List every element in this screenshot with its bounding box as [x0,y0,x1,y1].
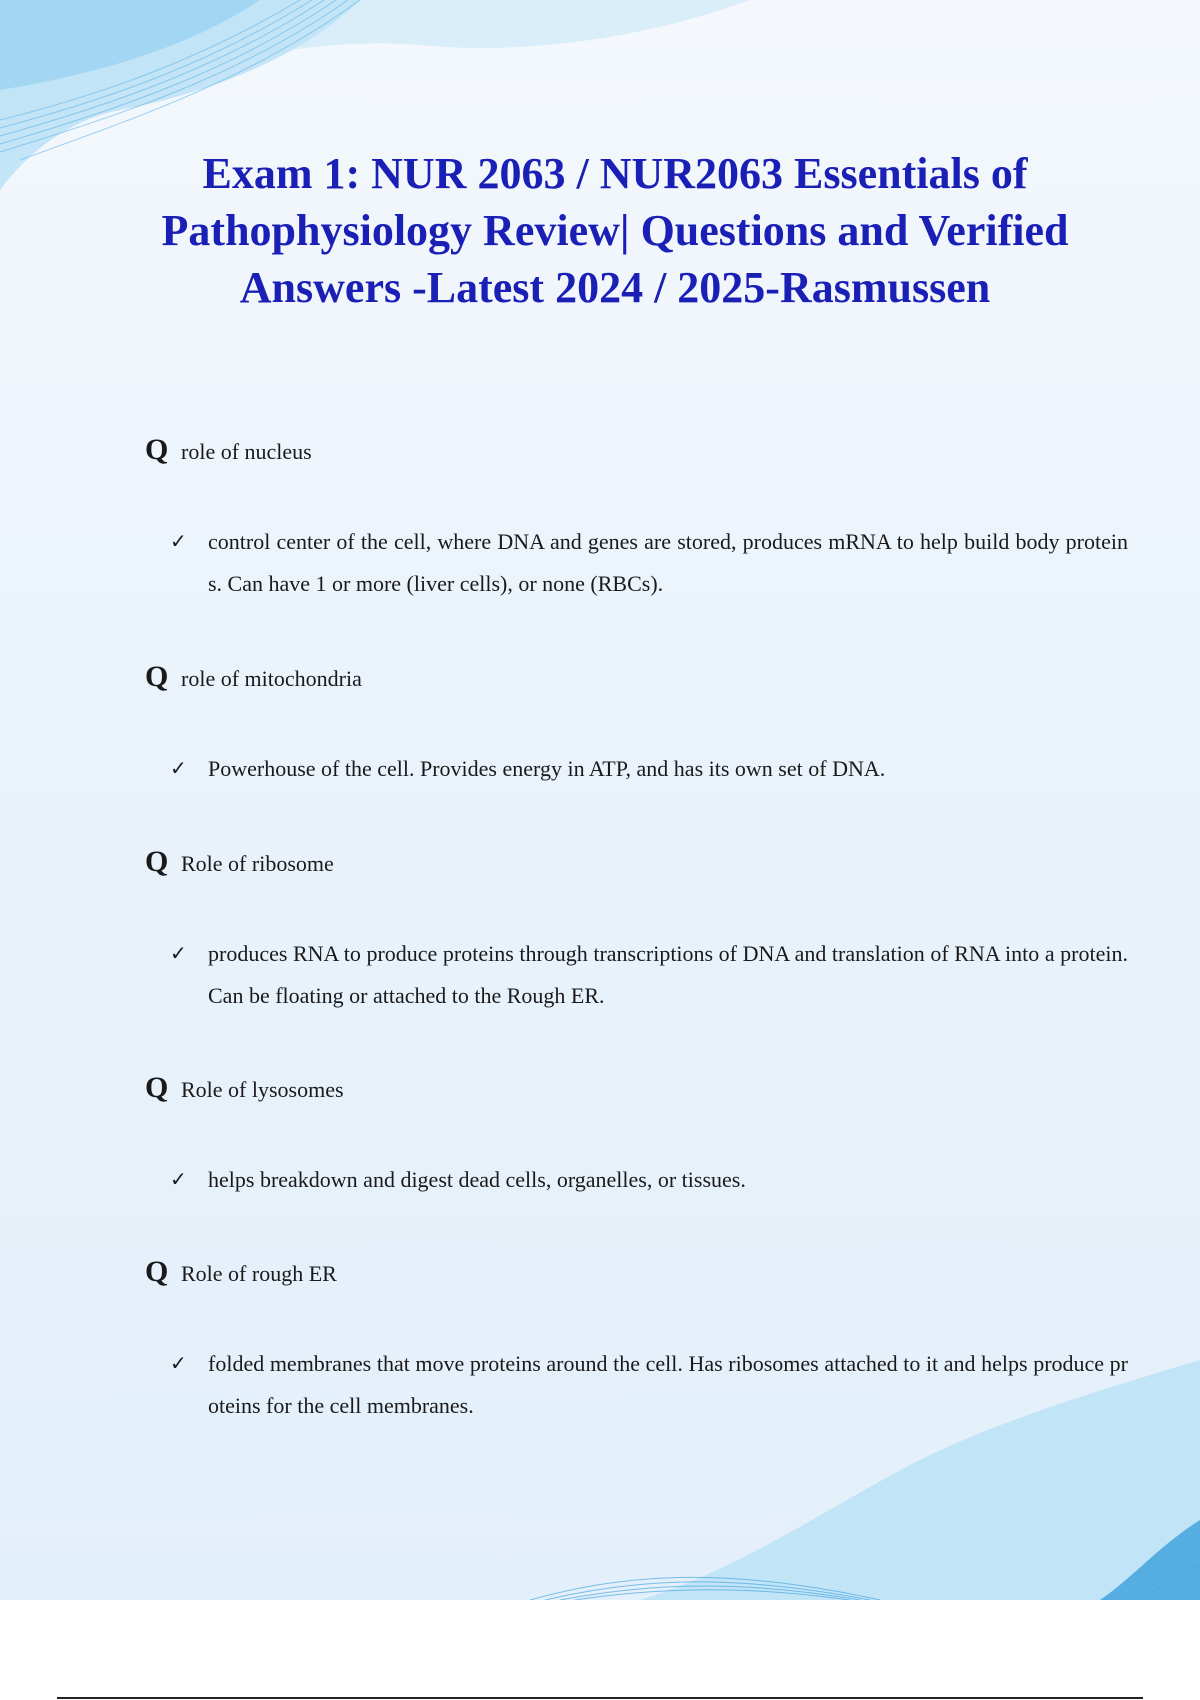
question-marker: Q [145,845,169,878]
document-title: Exam 1: NUR 2063 / NUR2063 Essentials of Pathophysiology Review| Questions and Verified Answers -Latest 2024 / 2025-Rasmussen [161,149,1069,312]
question-marker: Q [145,433,169,466]
question-text: Role of lysosomes [181,1077,344,1102]
question-text: Role of ribosome [181,851,334,876]
question-marker: Q [145,1071,169,1104]
checkmark-icon: ✓ [170,1353,187,1375]
question-row [145,433,312,473]
question-marker: Q [145,660,169,693]
question-text: role of nucleus [181,439,312,464]
question-text: role of mitochondria [181,666,362,691]
answer-text: produces RNA to produce proteins through transcriptions of DNA and translation of RNA into a protein. Can be floating or attached to the Rough ER. [208,941,1128,1008]
question-row [145,660,362,700]
question-text: Role of rough ER [181,1261,337,1286]
checkmark-icon: ✓ [170,758,187,780]
question-row [145,1071,344,1111]
answer-row [170,748,1128,790]
checkmark-icon: ✓ [170,531,187,553]
checkmark-icon: ✓ [170,943,187,965]
answer-text: Powerhouse of the cell. Provides energy in ATP, and has its own set of DNA. [208,756,886,781]
checkmark-icon: ✓ [170,1169,187,1191]
answer-text: folded membranes that move proteins around the cell. Has ribosomes attached to it and helps produce proteins for the cell membranes. [208,1351,1128,1418]
question-marker: Q [145,1255,169,1288]
answer-row [170,933,1128,1017]
question-row [145,845,334,885]
answer-text: helps breakdown and digest dead cells, organelles, or tissues. [208,1167,746,1192]
question-row [145,1255,337,1295]
answer-row [170,521,1128,605]
answer-row [170,1159,1128,1201]
answer-row [170,1343,1128,1427]
answer-text: control center of the cell, where DNA and genes are stored, produces mRNA to help build body proteins. Can have 1 or more (liver cells), or none (RBCs). [208,529,1128,596]
footer-divider [57,1697,1143,1699]
